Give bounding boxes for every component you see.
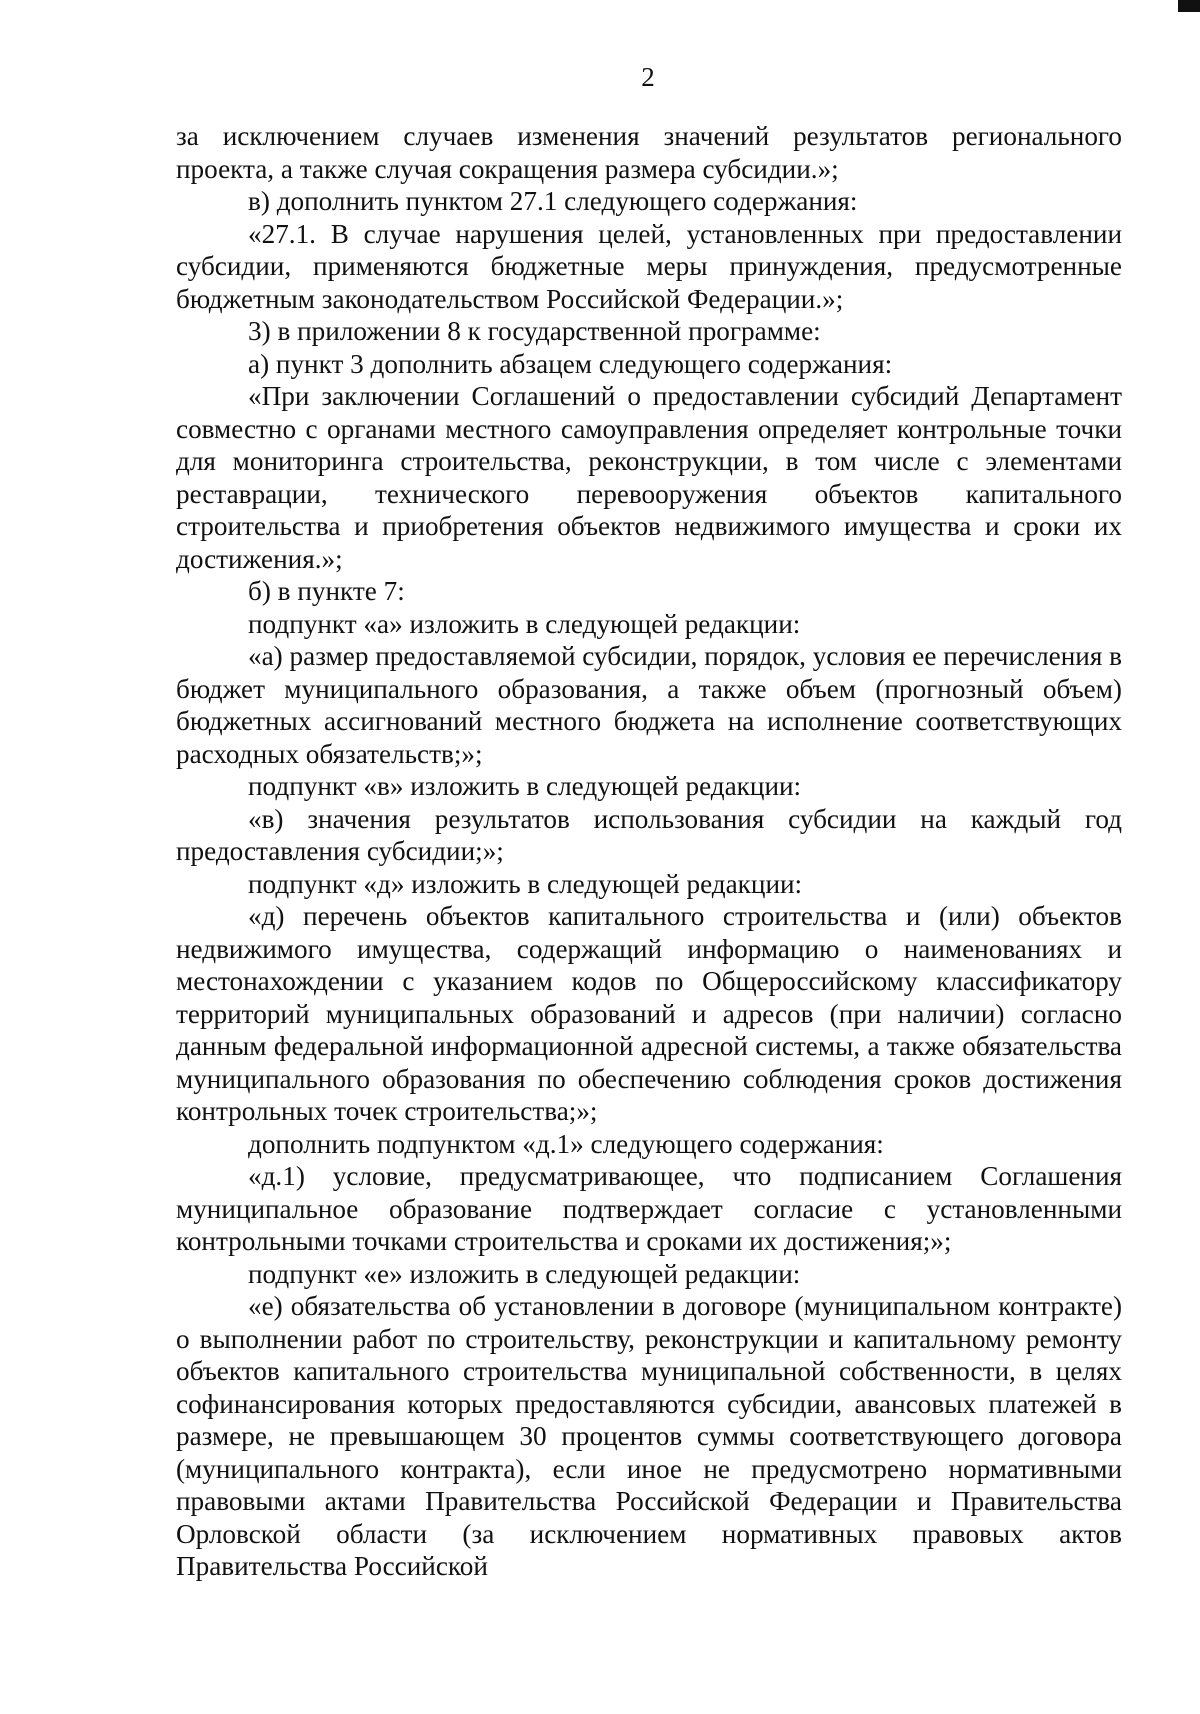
paragraph-7: б) в пункте 7: bbox=[248, 576, 405, 606]
paragraph-4: 3) в приложении 8 к государственной программе: bbox=[248, 316, 821, 346]
paragraph-16: подпункт «е» изложить в следующей редакции: bbox=[248, 1258, 801, 1289]
paragraph-14: дополнить подпунктом «д.1» следующего содержания: bbox=[248, 1128, 884, 1159]
paragraph-10: подпункт «в» изложить в следующей редакции: bbox=[248, 771, 802, 801]
paragraph-15: «д.1) условие, предусматривающее, что подписанием Соглашения муниципальное образование подтверждает согласие с установленными контрольными точками строительства и сроками их достижения;»; bbox=[176, 1161, 1122, 1256]
paragraph-9: «а) размер предоставляемой субсидии, порядок, условия ее перечисления в бюджет муниципального образования, а также объем (прогнозный объем) бюджетных ассигнований местного бюджета на исполнение соответствующих расходных обязательств;»; bbox=[176, 641, 1122, 769]
paragraph-11: «в) значения результатов использования субсидии на каждый год предоставления субсидии;»; bbox=[176, 803, 1122, 866]
page-number: 2 bbox=[641, 62, 655, 92]
paragraph-1: за исключением случаев изменения значений результатов регионального проекта, а также случая сокращения размера субсидии.»; bbox=[176, 121, 1122, 184]
paragraph-2: в) дополнить пунктом 27.1 следующего содержания: bbox=[248, 186, 858, 216]
paragraph-13: «д) перечень объектов капитального строительства и (или) объектов недвижимого имущества, содержащий информацию о наименованиях и местонахождении с указанием кодов по Общероссийскому классификатору территорий муниципальных образований и адресов (при наличии) согласно данным федеральной информационной адресной системы, а также обязательства муниципального образования по обеспечению соблюдения сроков достижения контрольных точек строительства;»; bbox=[176, 901, 1122, 1126]
paragraph-17: «е) обязательства об установлении в договоре (муниципальном контракте) о выполнении работ по строительству, реконструкции и капитальному ремонту объектов капитального строительства муниципальной собственности, в целях софинансирования которых предоставляются субсидии, авансовых платежей в размере, не превышающем 30 процентов суммы соответствующего договора (муниципального контракта), если иное не предусмотрено нормативными правовыми актами Правительства Российской Федерации и Правительства Орловской области (за исключением нормативных правовых актов Правительства Российской bbox=[176, 1291, 1122, 1581]
paragraph-6: «При заключении Соглашений о предоставлении субсидий Департамент совместно с органами местного самоуправления определяет контрольные точки для мониторинга строительства, реконструкции, в том числе с элементами реставрации, технического перевооружения объектов капитального строительства и приобретения объектов недвижимого имущества и сроки их достижения.»; bbox=[176, 381, 1122, 574]
paragraph-5: а) пункт 3 дополнить абзацем следующего содержания: bbox=[248, 348, 893, 379]
paragraph-3: «27.1. В случае нарушения целей, установленных при предоставлении субсидии, применяются бюджетные меры принуждения, предусмотренные бюджетным законодательством Российской Федерации.»; bbox=[176, 218, 1122, 314]
paragraph-12: подпункт «д» изложить в следующей редакции: bbox=[248, 868, 803, 899]
scan-corner-mark bbox=[1178, 0, 1200, 12]
paragraph-8: подпункт «а» изложить в следующей редакции: bbox=[248, 608, 801, 639]
document-body bbox=[176, 120, 1122, 1583]
